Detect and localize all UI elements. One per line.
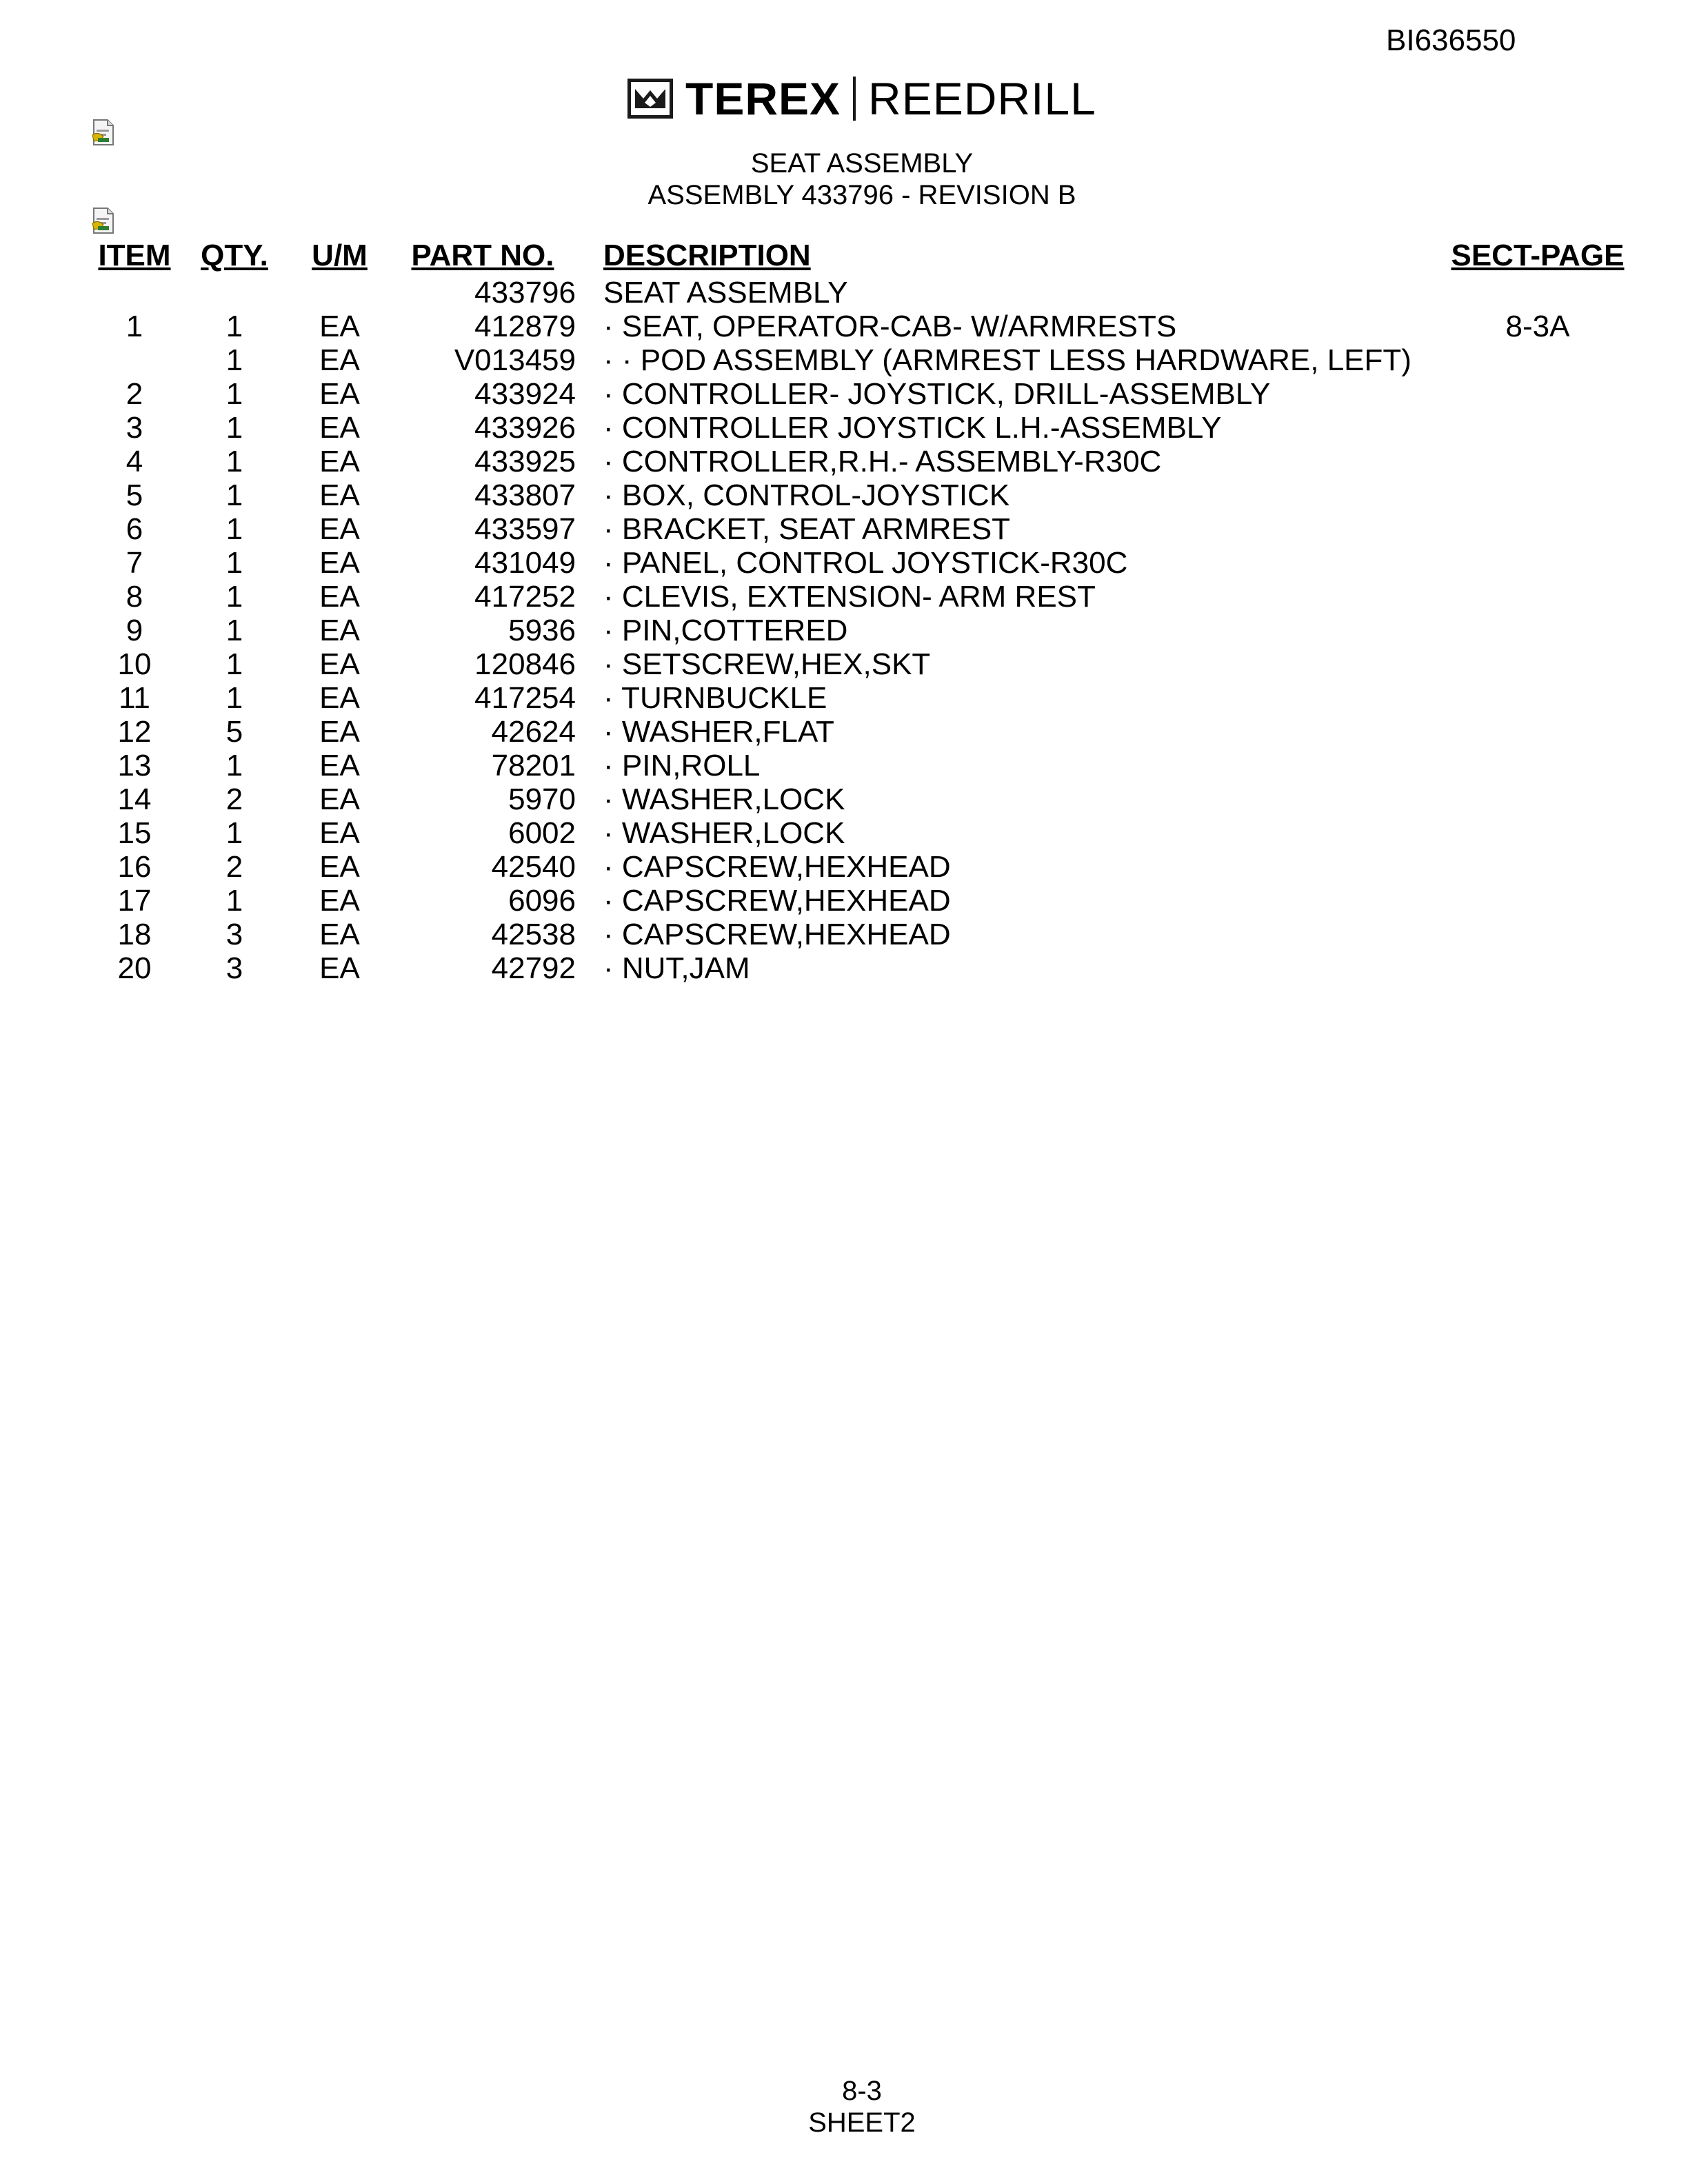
table-row: [90, 715, 1631, 749]
cell-unit-of-measure: EA: [319, 343, 360, 377]
cell-sect-page: 8-3A: [1505, 310, 1570, 343]
document-id: BI636550: [1386, 23, 1516, 57]
cell-part-number: 42538: [491, 918, 576, 951]
table-row: [90, 749, 1631, 782]
cell-item-number: 4: [125, 445, 143, 478]
cell-quantity: 1: [225, 343, 243, 377]
cell-part-number: 120846: [474, 647, 576, 681]
cell-item-number: 12: [117, 715, 152, 749]
cell-part-number: 433926: [474, 411, 576, 445]
cell-description: · WASHER,LOCK: [603, 782, 845, 816]
cell-part-number: 6002: [508, 816, 576, 850]
cell-sect-page: [1445, 884, 1631, 918]
cell-sect-page: [1445, 816, 1631, 850]
cell-item-number: 6: [125, 512, 143, 546]
table-row: [90, 918, 1631, 951]
table-row: [90, 647, 1631, 681]
cell-quantity: 2: [225, 850, 243, 884]
page-subtitle: ASSEMBLY 433796 - REVISION B: [647, 180, 1076, 210]
parts-table: [90, 236, 1631, 985]
table-row: [90, 546, 1631, 580]
table-row: [90, 310, 1631, 343]
cell-unit-of-measure: EA: [319, 816, 360, 850]
cell-description: SEAT ASSEMBLY: [603, 276, 848, 310]
cell-quantity: [179, 276, 290, 310]
cell-unit-of-measure: EA: [319, 377, 360, 411]
cell-unit-of-measure: EA: [319, 951, 360, 985]
cell-sect-page: [1445, 850, 1631, 884]
cell-quantity: 1: [225, 411, 243, 445]
cell-description: · CONTROLLER JOYSTICK L.H.-ASSEMBLY: [603, 411, 1222, 445]
cell-quantity: 1: [225, 884, 243, 918]
table-row: [90, 445, 1631, 478]
cell-quantity: 1: [225, 377, 243, 411]
table-row: [90, 478, 1631, 512]
cell-unit-of-measure: EA: [319, 614, 360, 647]
terex-crown-icon: [627, 79, 673, 119]
cell-item-number: 20: [117, 951, 152, 985]
cell-item-number: 8: [125, 580, 143, 614]
cell-part-number: 433597: [474, 512, 576, 546]
cell-unit-of-measure: EA: [319, 749, 360, 782]
column-header-part-no: PART NO.: [411, 239, 554, 272]
cell-unit-of-measure: EA: [319, 681, 360, 715]
cell-description: · SEAT, OPERATOR-CAB- W/ARMRESTS: [603, 310, 1177, 343]
table-row: [90, 512, 1631, 546]
cell-part-number: 42624: [491, 715, 576, 749]
cell-item-number: [90, 343, 179, 377]
cell-quantity: 1: [225, 512, 243, 546]
cell-unit-of-measure: EA: [319, 884, 360, 918]
cell-part-number: 417254: [474, 681, 576, 715]
document-icon[interactable]: [91, 119, 116, 146]
cell-description: · · POD ASSEMBLY (ARMREST LESS HARDWARE, LEFT): [603, 343, 1411, 377]
cell-description: · CLEVIS, EXTENSION- ARM REST: [603, 580, 1096, 614]
cell-description: · PIN,ROLL: [603, 749, 761, 782]
cell-quantity: 1: [225, 614, 243, 647]
terex-reedrill-logo: [627, 74, 1096, 123]
cell-item-number: 5: [125, 478, 143, 512]
table-row: [90, 782, 1631, 816]
cell-part-number: 431049: [474, 546, 576, 580]
cell-quantity: 1: [225, 816, 243, 850]
table-row: [90, 681, 1631, 715]
cell-part-number: 433807: [474, 478, 576, 512]
cell-quantity: 1: [225, 681, 243, 715]
cell-unit-of-measure: EA: [319, 782, 360, 816]
page-footer: [0, 2075, 1688, 2138]
cell-sect-page: [1445, 681, 1631, 715]
cell-sect-page: [1445, 951, 1631, 985]
table-row: [90, 411, 1631, 445]
cell-part-number: 6096: [508, 884, 576, 918]
cell-sect-page: [1445, 782, 1631, 816]
table-row: [90, 951, 1631, 985]
table-row: [90, 580, 1631, 614]
cell-part-number: 42540: [491, 850, 576, 884]
cell-description: · BRACKET, SEAT ARMREST: [603, 512, 1011, 546]
cell-unit-of-measure: EA: [319, 546, 360, 580]
cell-part-number: 433925: [474, 445, 576, 478]
cell-sect-page: [1445, 445, 1631, 478]
cell-sect-page: [1445, 918, 1631, 951]
cell-item-number: 15: [117, 816, 152, 850]
table-row: [90, 377, 1631, 411]
cell-unit-of-measure: [290, 276, 390, 310]
table-row: [90, 343, 1631, 377]
cell-description: · WASHER,LOCK: [603, 816, 845, 850]
cell-item-number: 11: [119, 681, 150, 715]
cell-unit-of-measure: EA: [319, 310, 360, 343]
cell-description: · CONTROLLER- JOYSTICK, DRILL-ASSEMBLY: [603, 377, 1271, 411]
table-header-row: [90, 236, 1631, 276]
cell-part-number: V013459: [454, 343, 576, 377]
cell-description: · TURNBUCKLE: [603, 681, 827, 715]
cell-unit-of-measure: EA: [319, 918, 360, 951]
cell-description: · CAPSCREW,HEXHEAD: [603, 884, 951, 918]
table-row: [90, 850, 1631, 884]
cell-description: · WASHER,FLAT: [603, 715, 834, 749]
page-number: 8-3: [842, 2076, 882, 2106]
cell-quantity: 1: [225, 546, 243, 580]
cell-unit-of-measure: EA: [319, 647, 360, 681]
cell-item-number: 1: [125, 310, 143, 343]
cell-quantity: 1: [225, 310, 243, 343]
cell-part-number: 5936: [508, 614, 576, 647]
cell-part-number: 42792: [491, 951, 576, 985]
cell-part-number: 433796: [474, 276, 576, 310]
cell-item-number: 9: [125, 614, 143, 647]
cell-quantity: 1: [225, 478, 243, 512]
cell-unit-of-measure: EA: [319, 715, 360, 749]
cell-description: · PANEL, CONTROL JOYSTICK-R30C: [603, 546, 1128, 580]
page-title: SEAT ASSEMBLY: [750, 148, 974, 179]
cell-item-number: 7: [125, 546, 143, 580]
cell-item-number: 10: [117, 647, 152, 681]
cell-unit-of-measure: EA: [319, 580, 360, 614]
document-icon[interactable]: [91, 207, 116, 234]
cell-item-number: 14: [117, 782, 152, 816]
cell-unit-of-measure: EA: [319, 445, 360, 478]
cell-item-number: 17: [117, 884, 152, 918]
cell-description: · PIN,COTTERED: [603, 614, 848, 647]
cell-sect-page: [1445, 377, 1631, 411]
cell-sect-page: [1445, 580, 1631, 614]
column-header-qty: QTY.: [201, 239, 268, 272]
cell-unit-of-measure: EA: [319, 478, 360, 512]
cell-quantity: 1: [225, 647, 243, 681]
cell-sect-page: [1445, 749, 1631, 782]
cell-quantity: 1: [225, 445, 243, 478]
cell-sect-page: [1445, 512, 1631, 546]
logo-brand: TEREX: [685, 73, 841, 124]
cell-sect-page: [1445, 614, 1631, 647]
cell-part-number: 5970: [508, 782, 576, 816]
cell-sect-page: [1445, 647, 1631, 681]
cell-item-number: 16: [117, 850, 152, 884]
cell-part-number: 433924: [474, 377, 576, 411]
cell-quantity: 1: [225, 580, 243, 614]
cell-part-number: 78201: [491, 749, 576, 782]
table-row: [90, 884, 1631, 918]
column-header-sect-page: SECT-PAGE: [1451, 239, 1625, 272]
column-header-um: U/M: [312, 239, 368, 272]
cell-quantity: 5: [225, 715, 243, 749]
cell-sect-page: [1445, 343, 1631, 377]
cell-description: · CONTROLLER,R.H.- ASSEMBLY-R30C: [603, 445, 1162, 478]
cell-quantity: 3: [225, 951, 243, 985]
cell-sect-page: [1445, 411, 1631, 445]
cell-quantity: 2: [225, 782, 243, 816]
cell-part-number: 412879: [474, 310, 576, 343]
cell-description: · CAPSCREW,HEXHEAD: [603, 918, 951, 951]
cell-sect-page: [1445, 478, 1631, 512]
logo-divider: [853, 77, 856, 121]
cell-description: · SETSCREW,HEX,SKT: [603, 647, 931, 681]
cell-sect-page: [1445, 276, 1631, 310]
cell-item-number: 13: [117, 749, 152, 782]
cell-sect-page: [1445, 715, 1631, 749]
table-row: [90, 816, 1631, 850]
cell-item-number: 18: [117, 918, 152, 951]
sheet-label: SHEET2: [808, 2107, 916, 2138]
cell-sect-page: [1445, 546, 1631, 580]
table-row: [90, 614, 1631, 647]
cell-description: · NUT,JAM: [603, 951, 750, 985]
column-header-item: ITEM: [98, 239, 171, 272]
cell-item-number: [90, 276, 179, 310]
cell-part-number: 417252: [474, 580, 576, 614]
cell-description: · CAPSCREW,HEXHEAD: [603, 850, 951, 884]
cell-description: · BOX, CONTROL-JOYSTICK: [603, 478, 1010, 512]
cell-unit-of-measure: EA: [319, 411, 360, 445]
cell-quantity: 1: [225, 749, 243, 782]
cell-unit-of-measure: EA: [319, 512, 360, 546]
logo-subbrand: REEDRILL: [868, 73, 1096, 124]
title-block: [0, 148, 1688, 211]
cell-item-number: 2: [125, 377, 143, 411]
cell-item-number: 3: [125, 411, 143, 445]
table-row: [90, 276, 1631, 310]
cell-unit-of-measure: EA: [319, 850, 360, 884]
cell-quantity: 3: [225, 918, 243, 951]
column-header-description: DESCRIPTION: [603, 239, 811, 272]
